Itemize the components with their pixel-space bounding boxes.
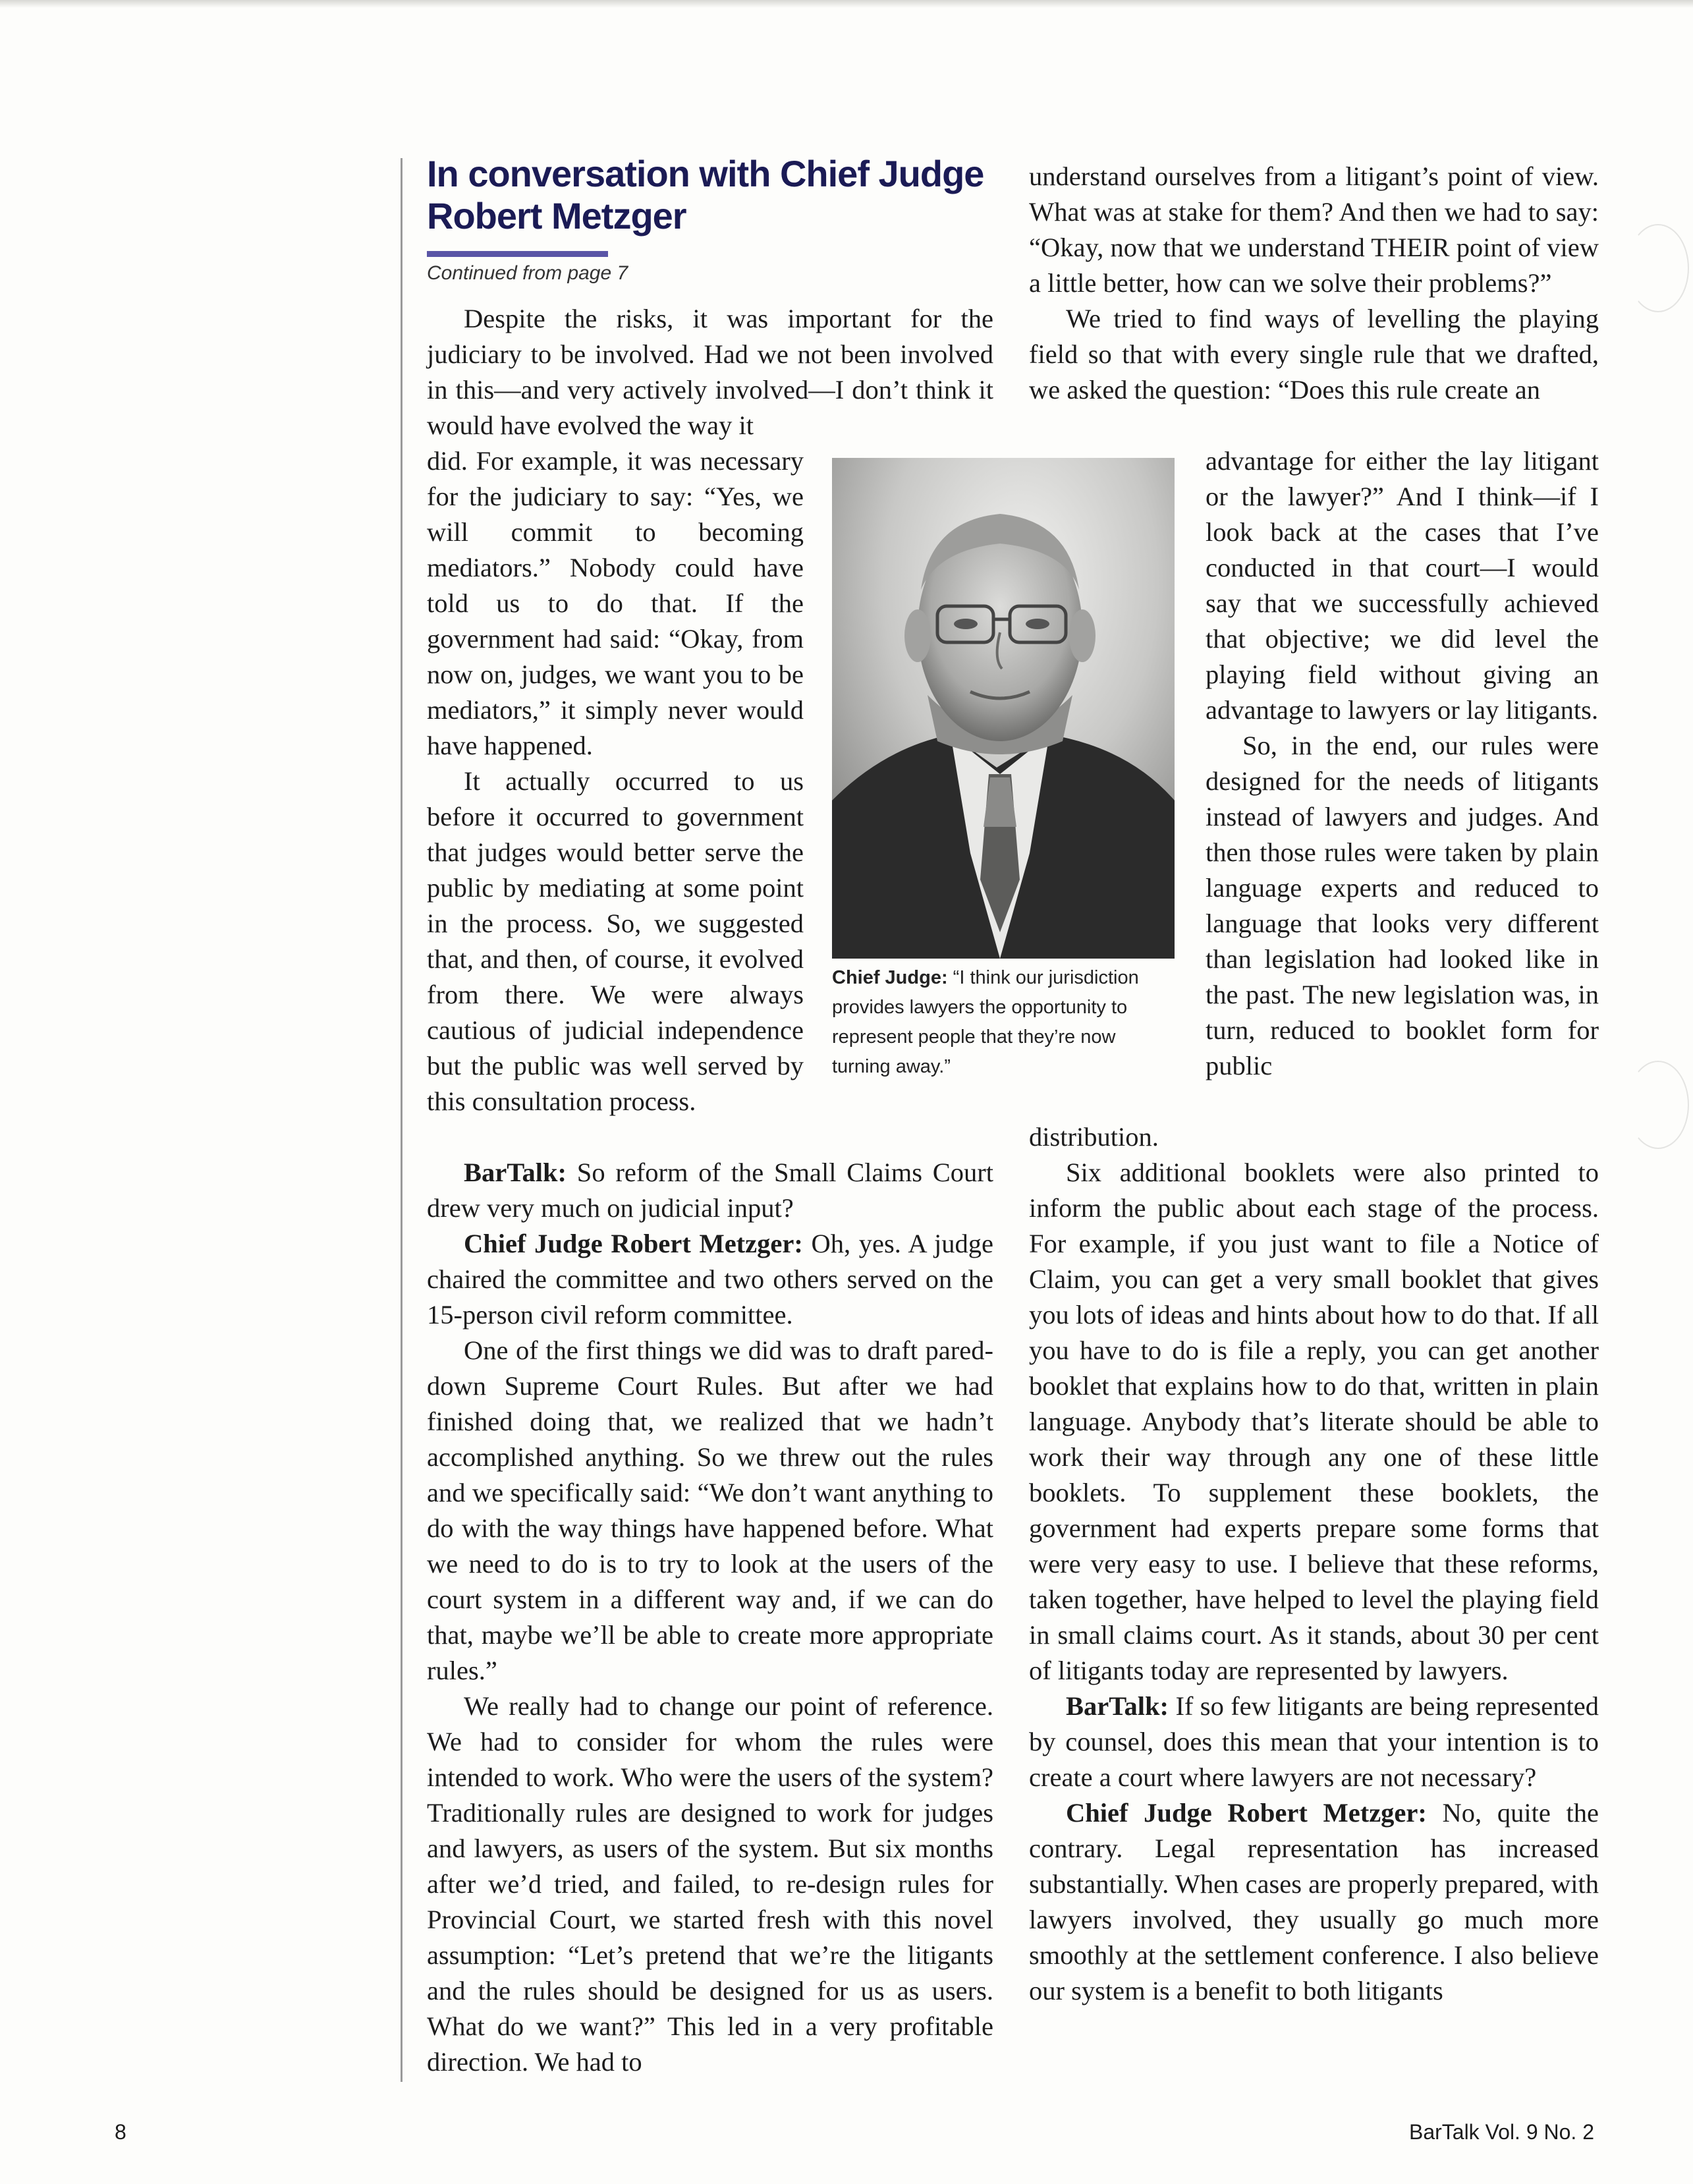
binder-hole-mark xyxy=(1627,224,1689,312)
speaker-label: BarTalk: xyxy=(464,1158,567,1187)
question-paragraph xyxy=(1029,1689,1599,1795)
page-number: 8 xyxy=(115,2120,126,2144)
column-1-wrap xyxy=(427,443,804,1119)
paragraph: It actually occurred to us before it occurred to government that judges would better serve the public by mediating at some point in the process. So, we suggested that, and then, of course, it evolved from there. We were always cautious of judicial independence but the public was well served by this consultation process. xyxy=(427,766,804,1116)
paragraph: One of the first things we did was to draft pared-down Supreme Court Rules. But after we had finished doing that, we realized that we hadn’t accomplished anything. So we threw out the rules and we specifically said: “We don’t want anything to do with the way things have happened before. What we need to do is to try to look at the users of the court system in a different way and, if we can do that, maybe we’ll be able to create more appropriate rules.” xyxy=(427,1335,993,1685)
binder-hole-mark xyxy=(1627,1061,1689,1149)
column-2-bottom xyxy=(1029,1119,1599,2009)
photo-caption xyxy=(832,963,1175,1082)
answer-paragraph xyxy=(427,1226,993,1333)
column-1-bottom xyxy=(427,1155,993,2080)
paragraph: understand ourselves from a litigant’s point of view. What was at stake for them? And then we had to say: “Okay, now that we understand THEIR point of view a little better, how can we solve their problems?” xyxy=(1029,161,1599,298)
speaker-label: BarTalk: xyxy=(1066,1691,1169,1721)
caption-text: “I think our jurisdiction provides lawyers the opportunity to represent people that they’re now turning away.” xyxy=(832,967,1139,1077)
paragraph: We really had to change our point of reference. We had to consider for whom the rules were intended to work. Who were the users of the system? Traditionally rules are designed to work for judges and lawyers, as users of the system. But six months after we’d tried, and failed, to re-design rules for Provincial Court, we started fresh with this novel assumption: “Let’s pretend that we’re the litigants and the rules should be designed for us as users. What do we want?” This led in a very profitable direction. We had to xyxy=(427,1691,993,2077)
paragraph: did. For example, it was necessary for the judiciary to say: “Yes, we will commit to becoming mediators.” Nobody could have told us to do that. If the government had said: “Okay, from now on, judges, we want you to be mediators,” it simply never would have happened. xyxy=(427,446,804,760)
question-text: If so few litigants are being represented by counsel, does this mean that your intention is to create a court where lawyers are not necessary? xyxy=(1029,1691,1599,1792)
speaker-label: Chief Judge Robert Metzger: xyxy=(1066,1798,1427,1828)
paragraph: Six additional booklets were also printed to inform the public about each stage of the process. For example, if you just want to file a Notice of Claim, you can get a very small booklet that gives you lots of ideas and hints about how to do that. If all you have to do is file a reply, you can get another booklet that explains how to do that, written in plain language. Anybody that’s literate should be able to work their way through any one of these little booklets. To supplement these booklets, the government had experts prepare some forms that were very easy to use. I believe that these reforms, taken together, have helped to level the playing field in small claims court. As it stands, about 30 per cent of litigants today are represented by lawyers. xyxy=(1029,1158,1599,1685)
paragraph: So, in the end, our rules were designed for the needs of litigants instead of lawyers and judges. And then those rules were taken by plain language experts and reduced to language that looks very different than legislation had looked like in the past. The new legislation was, in turn, reduced to booklet form for public xyxy=(1206,731,1599,1080)
question-text: So reform of the Small Claims Court drew very much on judicial input? xyxy=(427,1158,993,1223)
column-1-top xyxy=(427,301,993,443)
column-2-wrap xyxy=(1206,443,1599,1084)
answer-text: No, quite the contrary. Legal representation has increased substantially. When cases are properly prepared, with lawyers involved, they usually go much more smoothly at the settlement conference. I also believe our system is a benefit to both litigants xyxy=(1029,1798,1599,2005)
column-2-top xyxy=(1029,159,1599,408)
speaker-label: Chief Judge Robert Metzger: xyxy=(464,1229,803,1258)
continued-note: Continued from page 7 xyxy=(427,262,628,284)
answer-paragraph xyxy=(1029,1795,1599,2009)
caption-speaker: Chief Judge: xyxy=(832,967,948,988)
headline-accent-bar xyxy=(427,251,608,257)
paragraph: Despite the risks, it was important for the judiciary to be involved. Had we not been involved in this—and very actively involved—I don’t think it would have evolved the way it xyxy=(427,304,993,440)
answer-text: Oh, yes. A judge chaired the committee and two others served on the 15-person civil reform committee. xyxy=(427,1229,993,1330)
publication-issue: BarTalk Vol. 9 No. 2 xyxy=(1408,2120,1594,2144)
column-rule xyxy=(401,158,402,2082)
article-headline: In conversation with Chief Judge Robert Metzger xyxy=(427,153,984,237)
paragraph: advantage for either the lay litigant or the lawyer?” And I think—if I look back at the cases that I’ve conducted in that court—I would say that we successfully achieved that objective; we did level the playing field without giving an advantage to lawyers or lay litigants. xyxy=(1206,446,1599,725)
paragraph: distribution. xyxy=(1029,1122,1159,1152)
judge-portrait-photo xyxy=(832,458,1175,959)
page-edge xyxy=(0,0,1693,8)
question-paragraph xyxy=(427,1155,993,1226)
paragraph: We tried to find ways of levelling the playing field so that with every single rule that we drafted, we asked the question: “Does this rule create an xyxy=(1029,304,1599,405)
